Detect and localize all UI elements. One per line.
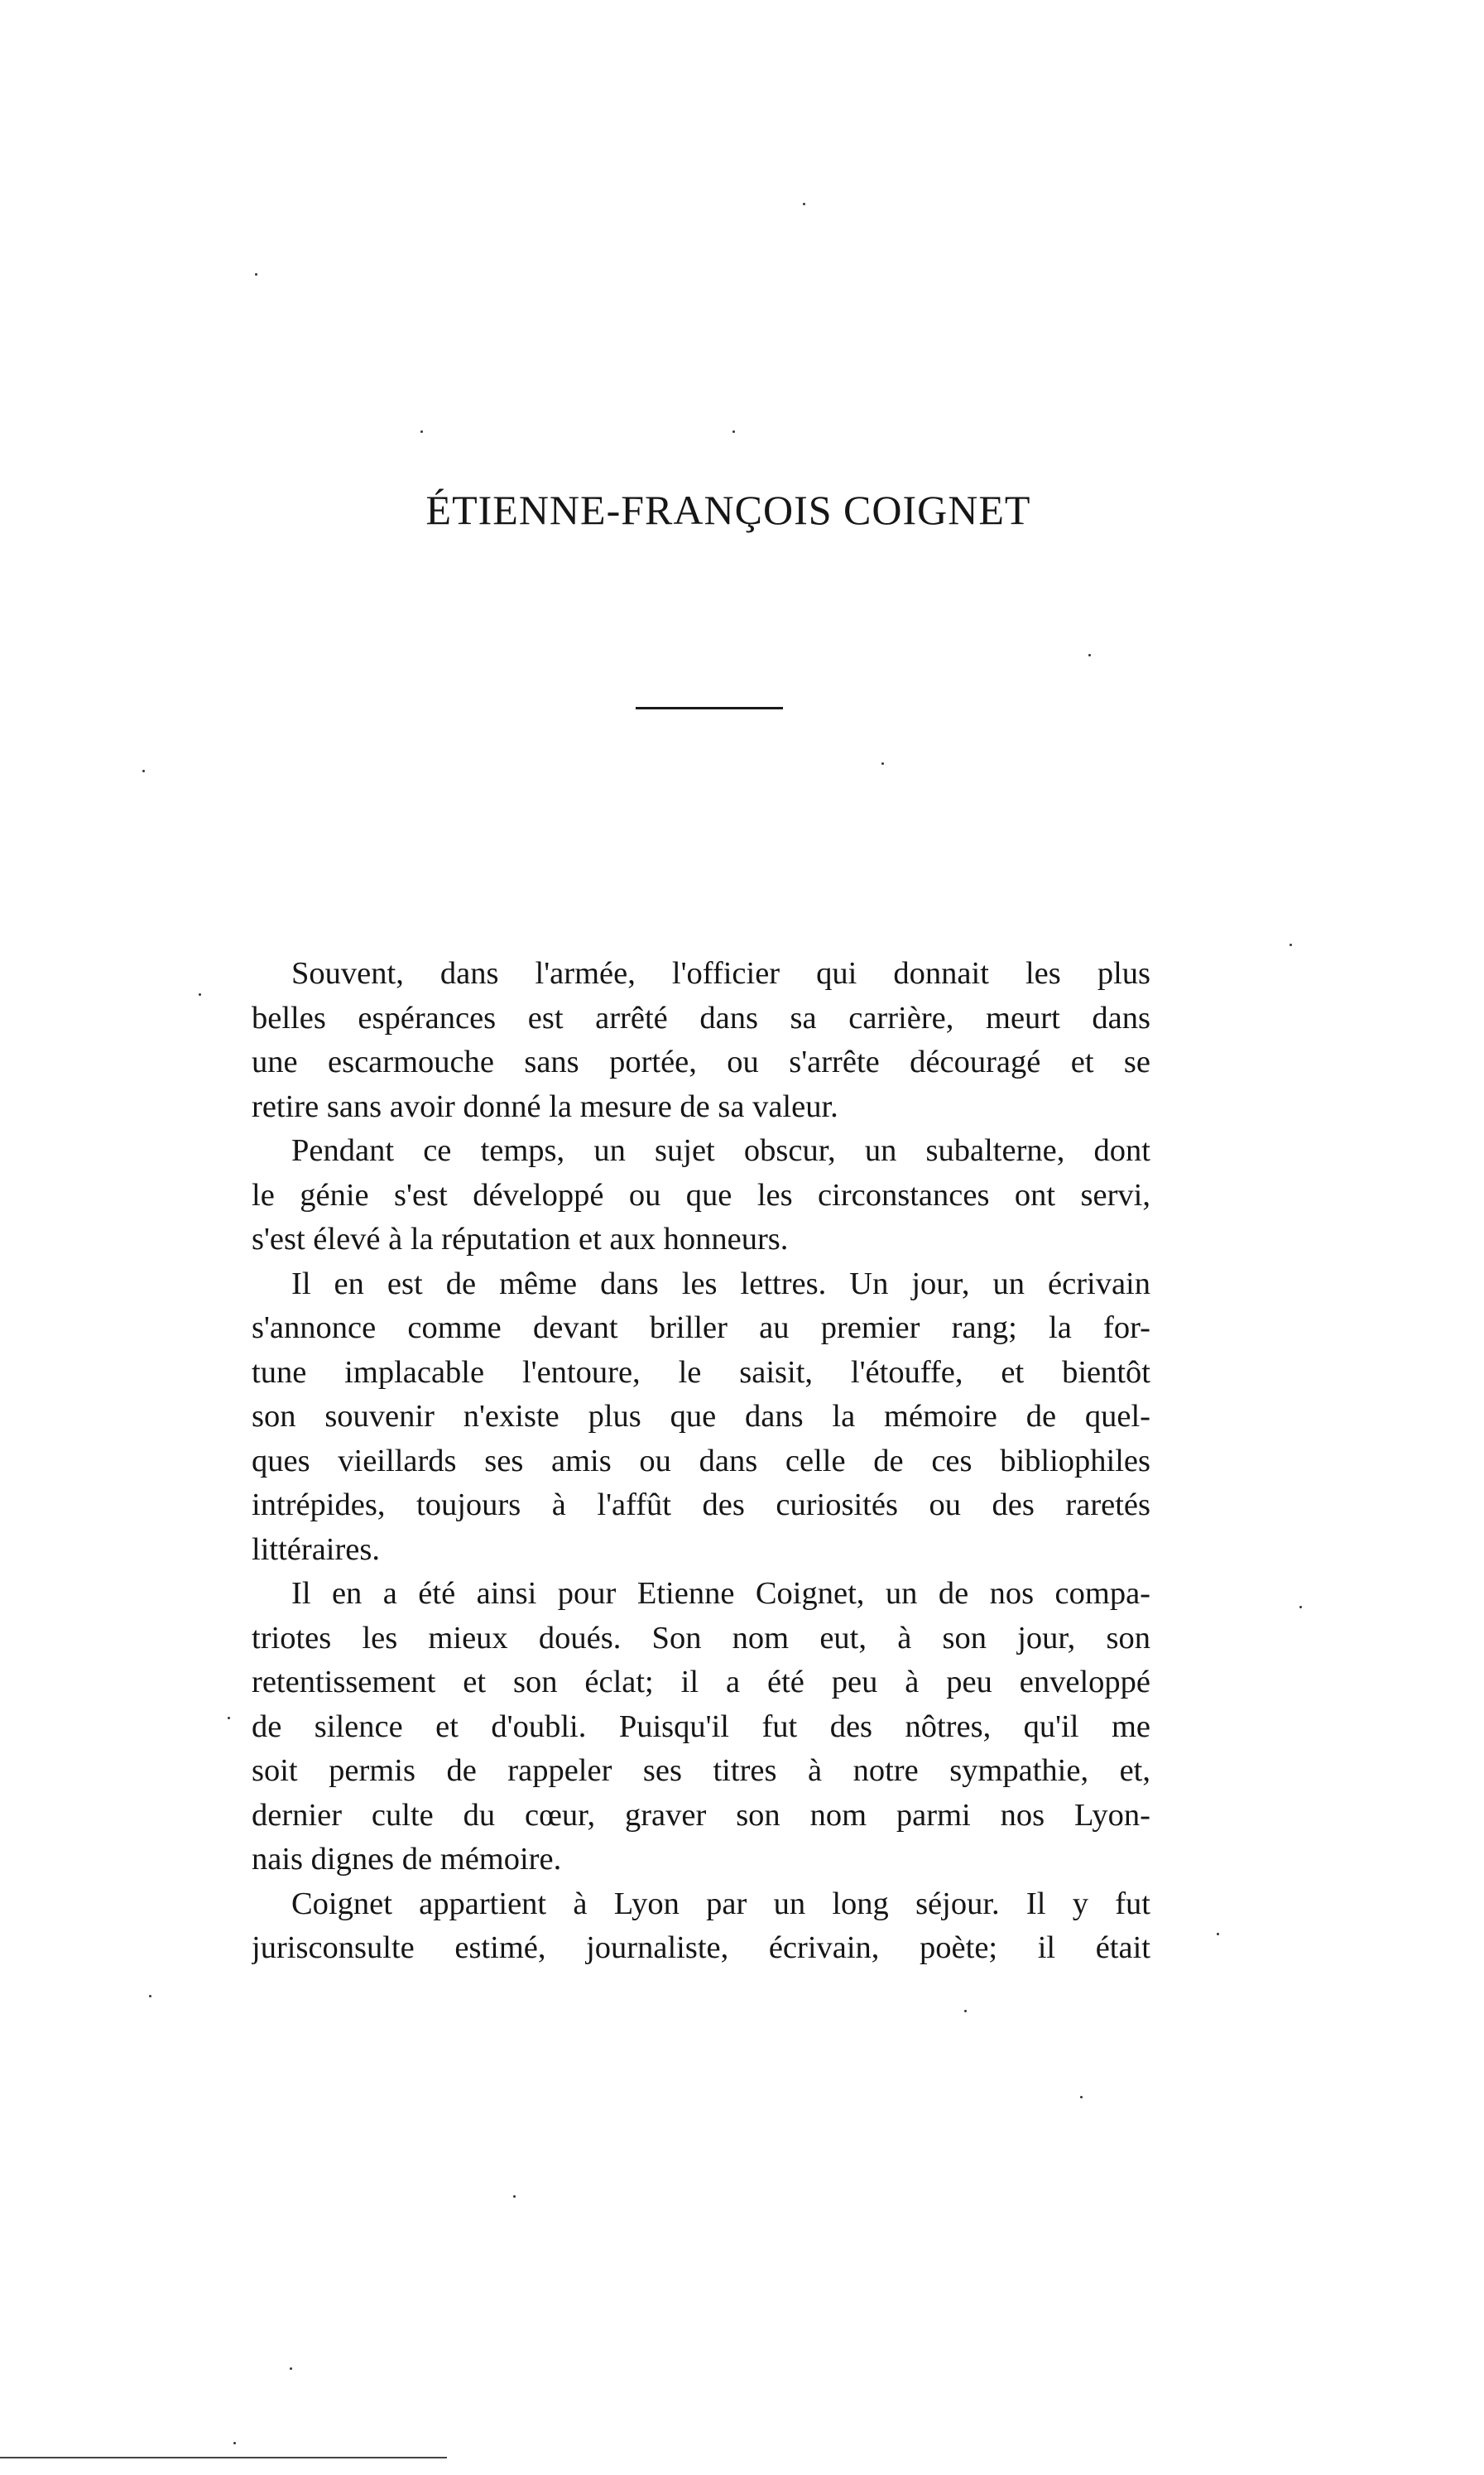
scan-speck xyxy=(732,430,735,433)
text-line: retentissement et son éclat; il a été peu à peu enveloppé xyxy=(252,1665,1150,1699)
scan-speck xyxy=(149,1995,151,1997)
text-line: Souvent, dans l'armée, l'officier qui donnait les plus xyxy=(291,956,1150,991)
scan-speck xyxy=(1088,654,1091,656)
scan-speck xyxy=(1217,1933,1219,1935)
paragraph-1 xyxy=(252,952,1150,1129)
text-line: jurisconsulte estimé, journaliste, écrivain, poète; il était xyxy=(252,1930,1150,1965)
paragraph-5 xyxy=(252,1882,1150,1971)
text-line: Il en a été ainsi pour Etienne Coignet, un de nos compa- xyxy=(291,1576,1150,1611)
text-line: s'annonce comme devant briller au premier rang; la for- xyxy=(252,1310,1150,1345)
scan-speck xyxy=(964,2010,967,2012)
scan-speck xyxy=(513,2195,516,2198)
chapter-title: ÉTIENNE-FRANÇOIS COIGNET xyxy=(425,487,1031,533)
title-separator-rule xyxy=(636,707,783,709)
scan-speck xyxy=(228,1717,230,1719)
text-line: soit permis de rappeler ses titres à notre sympathie, et, xyxy=(252,1753,1150,1788)
paragraph-4 xyxy=(252,1572,1150,1882)
scan-speck xyxy=(420,430,423,433)
text-line: ques vieillards ses amis ou dans celle de ces bibliophiles xyxy=(252,1443,1150,1478)
scan-speck xyxy=(803,203,805,205)
text-line: une escarmouche sans portée, ou s'arrête découragé et se xyxy=(252,1045,1150,1079)
paragraph-2 xyxy=(252,1129,1150,1262)
text-line: son souvenir n'existe plus que dans la mémoire de quel- xyxy=(252,1399,1150,1434)
text-line: de silence et d'oubli. Puisqu'il fut des nôtres, qu'il me xyxy=(252,1708,1150,1744)
scan-speck xyxy=(233,2442,236,2444)
paragraph-3 xyxy=(252,1262,1150,1573)
scan-speck xyxy=(1080,2096,1083,2098)
scan-speck xyxy=(199,993,201,996)
text-line: intrépides, toujours à l'affût des curiosités ou des raretés xyxy=(252,1487,1150,1522)
scan-speck xyxy=(142,770,145,772)
text-line: Il en est de même dans les lettres. Un jour, un écrivain xyxy=(291,1266,1150,1301)
text-line: nais dignes de mémoire. xyxy=(252,1842,562,1877)
text-line: retire sans avoir donné la mesure de sa valeur. xyxy=(252,1089,838,1124)
scan-speck xyxy=(1289,944,1292,946)
text-line: belles espérances est arrêté dans sa carrière, meurt dans xyxy=(252,1000,1150,1036)
scan-speck xyxy=(881,762,884,765)
text-line: dernier culte du cœur, graver son nom parmi nos Lyon- xyxy=(252,1797,1150,1833)
scan-speck xyxy=(1299,1606,1302,1608)
scan-speck xyxy=(290,2367,292,2370)
text-line: littéraires. xyxy=(252,1531,380,1567)
text-line: triotes les mieux doués. Son nom eut, à son jour, son xyxy=(252,1620,1150,1656)
text-line: le génie s'est développé ou que les circonstances ont servi, xyxy=(252,1177,1150,1213)
body-text xyxy=(252,952,1150,1971)
text-line: s'est élevé à la réputation et aux honneurs. xyxy=(252,1222,789,1257)
scan-edge-line xyxy=(0,2457,447,2458)
scan-speck xyxy=(255,273,257,276)
text-line: Coignet appartient à Lyon par un long séjour. Il y fut xyxy=(291,1886,1150,1921)
text-line: Pendant ce temps, un sujet obscur, un subalterne, dont xyxy=(291,1133,1150,1168)
text-line: tune implacable l'entoure, le saisit, l'étouffe, et bientôt xyxy=(252,1354,1150,1390)
